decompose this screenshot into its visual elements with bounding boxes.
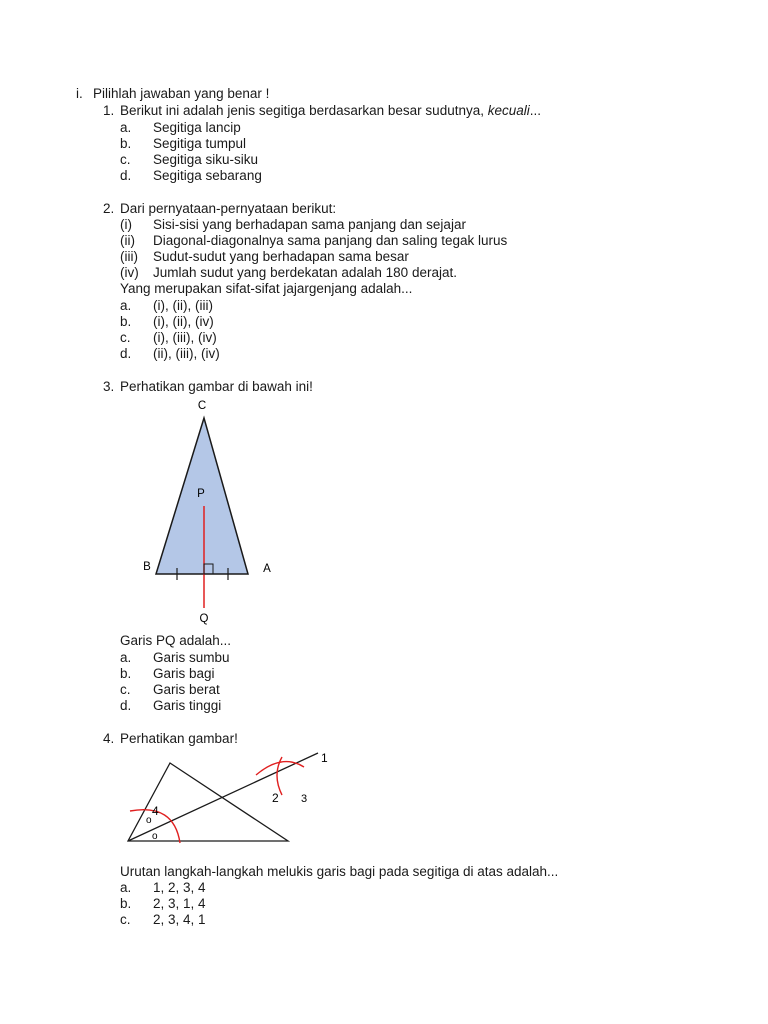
isosceles-triangle-figure [130, 392, 290, 632]
q2-statement-1-roman: (i) [120, 217, 132, 232]
angle-mark-lower: o [152, 831, 158, 842]
q2-option-a-text: (i), (ii), (iii) [153, 298, 213, 313]
q2-statement-1-text: Sisi-sisi yang berhadapan sama panjang dan sejajar [153, 217, 466, 232]
angle-bisector-figure [110, 745, 340, 845]
q3-question: Garis PQ adalah... [120, 633, 232, 648]
q2-option-a-letter: a. [120, 298, 132, 313]
q4-option-b-text: 2, 3, 1, 4 [153, 896, 206, 911]
q3-option-d-text: Garis tinggi [153, 698, 222, 713]
q4-number: 4. [103, 731, 115, 746]
label-1: 1 [321, 751, 328, 765]
q1-text [120, 103, 541, 119]
q3-option-b-letter: b. [120, 666, 132, 681]
q2-statement-2-roman: (ii) [120, 233, 135, 248]
q4-option-a-letter: a. [120, 880, 132, 895]
q1-option-a-text: Segitiga lancip [153, 120, 241, 135]
label-4: 4 [152, 804, 159, 818]
q2-number: 2. [103, 201, 115, 216]
q2-option-d-letter: d. [120, 346, 132, 361]
q1-option-a-letter: a. [120, 120, 132, 135]
section-title: Pilihlah jawaban yang benar ! [93, 86, 270, 101]
q2-option-b-text: (i), (ii), (iv) [153, 314, 214, 329]
q3-option-a-letter: a. [120, 650, 132, 665]
q2-statement-2-text: Diagonal-diagonalnya sama panjang dan saling tegak lurus [153, 233, 508, 248]
q4-option-c-text: 2, 3, 4, 1 [153, 912, 206, 927]
q4-option-a-text: 1, 2, 3, 4 [153, 880, 206, 895]
label-2: 2 [272, 791, 279, 805]
label-b: B [143, 561, 151, 573]
q4-question: Urutan langkah-langkah melukis garis bagi pada segitiga di atas adalah... [120, 864, 559, 879]
q3-number: 3. [103, 379, 115, 394]
label-q: Q [199, 613, 209, 625]
angle-mark-upper: o [146, 815, 152, 826]
q3-option-a-text: Garis sumbu [153, 650, 230, 665]
q1-option-d-text: Segitiga sebarang [153, 168, 262, 183]
q3-text: Perhatikan gambar di bawah ini! [120, 379, 313, 394]
q3-option-c-letter: c. [120, 682, 131, 697]
label-a: A [263, 563, 271, 575]
q1-option-b-text: Segitiga tumpul [153, 136, 247, 151]
label-3: 3 [301, 793, 308, 805]
label-p: P [197, 488, 205, 500]
q1-option-d-letter: d. [120, 168, 132, 183]
q2-statement-4-roman: (iv) [120, 265, 139, 280]
q3-option-c-text: Garis berat [153, 682, 220, 697]
q3-option-d-letter: d. [120, 698, 132, 713]
q1-number: 1. [103, 103, 115, 118]
q2-option-c-letter: c. [120, 330, 131, 345]
q1-option-c-letter: c. [120, 152, 131, 167]
bisector-line [128, 753, 318, 841]
q2-statement-3-roman: (iii) [120, 249, 138, 264]
q2-statement-4-text: Jumlah sudut yang berdekatan adalah 180 derajat. [153, 265, 457, 280]
q2-text: Dari pernyataan-pernyataan berikut: [120, 201, 337, 216]
q1-option-b-letter: b. [120, 136, 132, 151]
q1-text-italic: kecuali [487, 103, 530, 118]
q2-option-c-text: (i), (iii), (iv) [153, 330, 217, 345]
section-label: i. [76, 86, 83, 101]
label-c: C [197, 400, 207, 412]
q4-text: Perhatikan gambar! [120, 731, 238, 746]
q2-option-d-text: (ii), (iii), (iv) [153, 346, 220, 361]
q3-option-b-text: Garis bagi [153, 666, 215, 681]
q1-text-main: Berikut ini adalah jenis segitiga berdasarkan besar sudutnya, [120, 103, 488, 118]
q1-text-end: ... [529, 103, 542, 118]
construction-arc-2 [256, 762, 304, 775]
q2-statement-3-text: Sudut-sudut yang berhadapan sama besar [153, 249, 409, 264]
q4-option-c-letter: c. [120, 912, 131, 927]
q1-option-c-text: Segitiga siku-siku [153, 152, 259, 167]
q2-question: Yang merupakan sifat-sifat jajargenjang adalah... [120, 281, 413, 296]
q2-option-b-letter: b. [120, 314, 132, 329]
q4-option-b-letter: b. [120, 896, 132, 911]
